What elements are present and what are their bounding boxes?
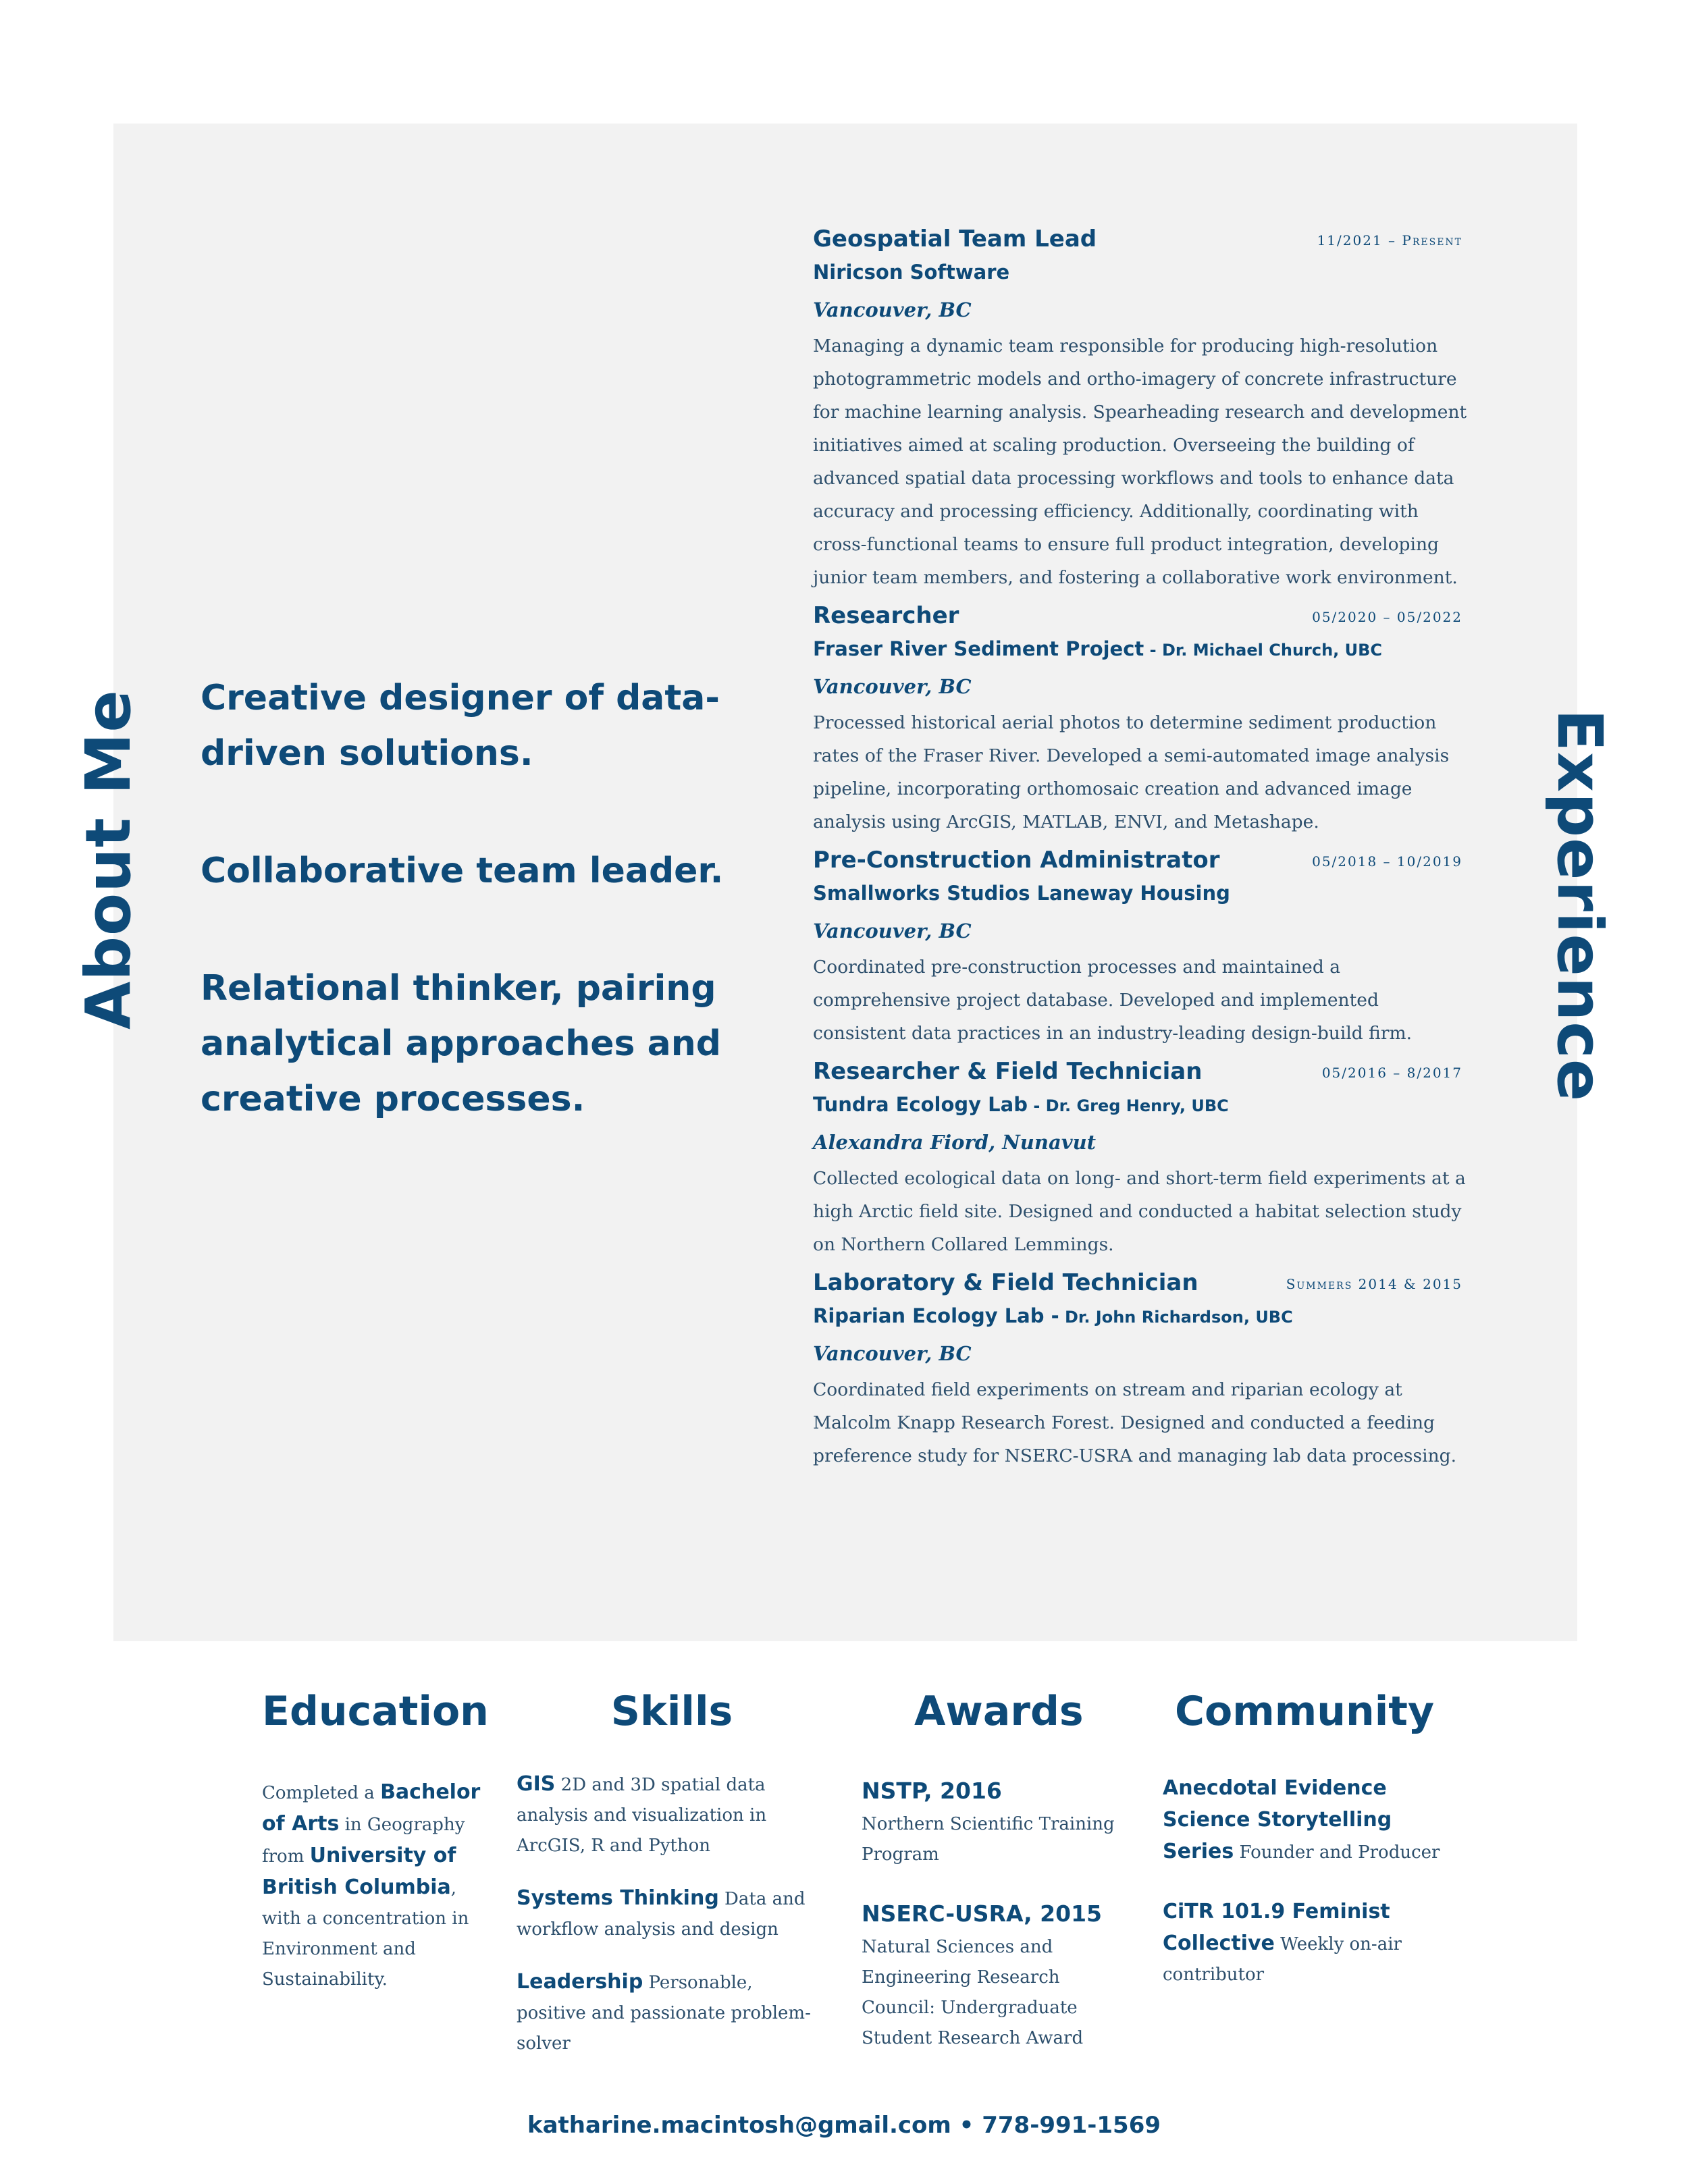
job-organization (813, 1088, 1468, 1123)
education-text-part: Completed a (262, 1783, 375, 1803)
about-statements (201, 670, 741, 1189)
skills-section (517, 1688, 827, 2081)
skill-description: 2D and 3D spatial data analysis and visualization in ArcGIS, R and Python (517, 1775, 767, 1856)
job-entry (813, 844, 1468, 1050)
job-organization (813, 1299, 1468, 1334)
supervisor: Dr. John Richardson, UBC (1059, 1308, 1293, 1327)
job-title: Pre-Construction Administrator (813, 847, 1220, 874)
degree: Bachelor of Arts (262, 1780, 481, 1836)
community-description: Founder and Producer (1234, 1842, 1440, 1863)
experience-heading: Experience (1544, 709, 1616, 1102)
community-heading: Community (1175, 1688, 1435, 1735)
job-entry (813, 223, 1468, 594)
education-text (262, 1777, 485, 1995)
job-description: Processed historical aerial photos to determine sediment production rates of the Fraser River. Developed a semi-automated image analysis pipeline, incorporating orthomosaic creation and advanced image analysis using ArcGIS, MATLAB, ENVI, and Metashape. (813, 712, 1450, 832)
supervisor: - Dr. Michael Church, UBC (1144, 641, 1383, 660)
organization-name: Riparian Ecology Lab - (813, 1304, 1059, 1327)
job-dates: 11/2021 – Present (1317, 232, 1462, 248)
skill-name: Leadership (517, 1970, 643, 1994)
supervisor: - Dr. Greg Henry, UBC (1027, 1096, 1229, 1115)
skill-description: Personable, positive and passionate problem-solver (517, 1973, 811, 2054)
skill-item (517, 1967, 827, 2059)
skills-heading: Skills (610, 1688, 733, 1735)
community-description: Weekly on-air contributor (1163, 1934, 1402, 1985)
job-location: Alexandra Fiord, Nunavut (813, 1131, 1097, 1154)
job-title: Geospatial Team Lead (813, 225, 1097, 252)
organization-name: Niricson Software (813, 261, 1010, 284)
organization-name: Tundra Ecology Lab (813, 1093, 1028, 1116)
contact-line (0, 2112, 1688, 2139)
experience-list (813, 223, 1468, 1478)
phone-number[interactable]: 778-991-1569 (982, 2112, 1161, 2139)
job-organization (813, 255, 1468, 290)
awards-section (862, 1688, 1132, 2079)
email-link[interactable]: katharine.macintosh@gmail.com (527, 2112, 951, 2139)
skill-name: Systems Thinking (517, 1886, 719, 1910)
skill-item (517, 1769, 827, 1861)
job-entry (813, 600, 1468, 838)
community-name: Anecdotal Evidence Science Storytelling Series (1163, 1776, 1392, 1863)
award-name: NSERC-USRA, 2015 (862, 1900, 1103, 1927)
community-item (1163, 1773, 1453, 1868)
job-location: Vancouver, BC (813, 920, 972, 942)
award-description: Natural Sciences and Engineering Research Council: Undergraduate Student Research Award (862, 1937, 1084, 2048)
job-title: Researcher & Field Technician (813, 1058, 1203, 1085)
job-organization (813, 632, 1468, 667)
education-text-part: , with a concentration in Environment and Sustainability. (262, 1878, 469, 1990)
job-description: Managing a dynamic team responsible for producing high-resolution photogrammetric models and ortho-imagery of concrete infrastructure for machine learning analysis. Spearheading research and development initiatives aimed at scaling production. Overseeing the building of advanced spatial data processing workflows and tools to enhance data accuracy and processing efficiency. Additionally, coordinating with cross-functional teams to ensure full product integration, developing junior team members, and fostering a collaborative work environment. (813, 336, 1467, 588)
community-name: CiTR 101.9 Feminist Collective (1163, 1900, 1390, 1955)
contact-separator: • (951, 2112, 982, 2139)
job-description: Coordinated pre-construction processes and maintained a comprehensive project database. Developed and implemented consistent data practices in an industry-leading design-build firm. (813, 957, 1413, 1044)
job-location: Vancouver, BC (813, 675, 972, 698)
about-statement: Relational thinker, pairing analytical approaches and creative processes. (201, 968, 721, 1119)
job-dates: 05/2018 – 10/2019 (1312, 853, 1462, 870)
award-name: NSTP, 2016 (862, 1778, 1002, 1804)
job-location: Vancouver, BC (813, 298, 972, 321)
job-entry (813, 1267, 1468, 1472)
job-entry (813, 1055, 1468, 1261)
job-dates: 05/2016 – 8/2017 (1321, 1065, 1462, 1081)
about-statement: Collaborative team leader. (201, 851, 724, 891)
job-location: Vancouver, BC (813, 1342, 972, 1365)
education-heading: Education (262, 1688, 489, 1735)
job-organization (813, 876, 1468, 911)
job-description: Coordinated field experiments on stream and riparian ecology at Malcolm Knapp Research Forest. Designed and conducted a feeding preference study for NSERC-USRA and managing lab data processing. (813, 1379, 1457, 1466)
job-title: Researcher (813, 602, 959, 629)
about-statement: Creative designer of data-driven solutions. (201, 678, 720, 774)
about-me-heading: About Me (72, 689, 144, 1030)
education-text-part: in Geography from (262, 1815, 465, 1867)
award-description: Northern Scientific Training Program (862, 1814, 1115, 1865)
skill-description: Data and workflow analysis and design (517, 1889, 806, 1940)
organization-name: Smallworks Studios Laneway Housing (813, 882, 1230, 905)
job-title: Laboratory & Field Technician (813, 1269, 1198, 1296)
awards-heading: Awards (914, 1688, 1084, 1735)
skill-item (517, 1883, 827, 1945)
community-item (1163, 1896, 1453, 1990)
skill-name: GIS (517, 1772, 556, 1796)
job-description: Collected ecological data on long- and short-term field experiments at a high Arctic field site. Designed and conducted a habitat selection study on Northern Collared Lemmings. (813, 1168, 1466, 1255)
organization-name: Fraser River Sediment Project (813, 637, 1144, 660)
university: University of British Columbia (262, 1844, 456, 1899)
community-section (1163, 1688, 1453, 2012)
job-dates: 05/2020 – 05/2022 (1312, 609, 1462, 625)
education-section (262, 1688, 489, 1995)
job-dates: Summers 2014 & 2015 (1286, 1276, 1462, 1292)
